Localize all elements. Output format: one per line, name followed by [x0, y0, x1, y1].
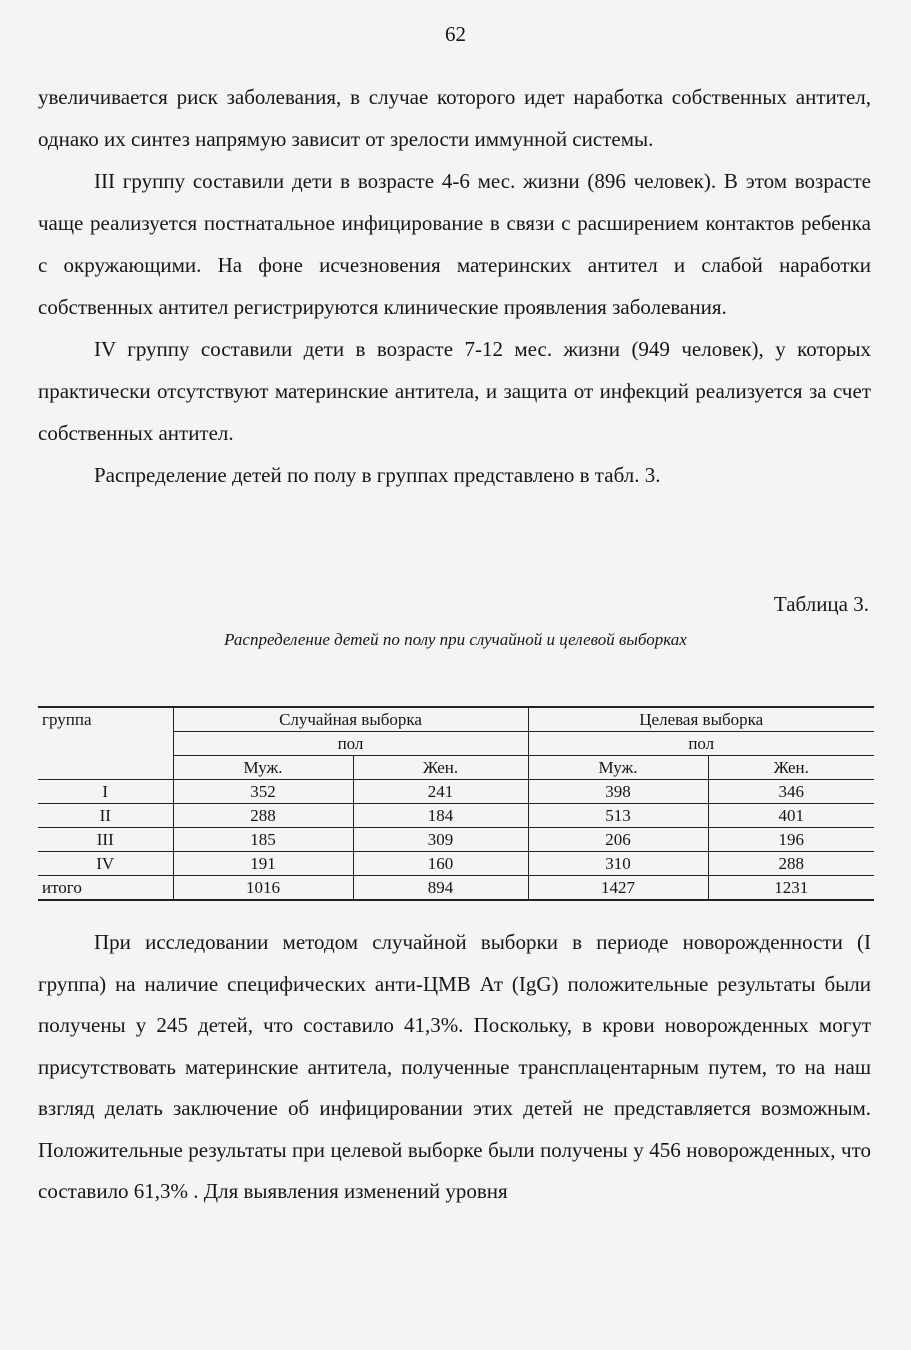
cell-group: IV	[38, 852, 173, 876]
cell-value: 346	[708, 780, 874, 804]
table-row	[38, 780, 874, 804]
cell-group: I	[38, 780, 173, 804]
cell-value: 310	[528, 852, 708, 876]
header-female: Жен.	[353, 756, 528, 780]
cell-value: 1231	[708, 876, 874, 901]
header-female: Жен.	[708, 756, 874, 780]
header-random-sample: Случайная выборка	[173, 707, 528, 732]
header-group: группа	[38, 707, 173, 780]
table-row	[38, 828, 874, 852]
cell-value: 352	[173, 780, 353, 804]
cell-value: 894	[353, 876, 528, 901]
header-male: Муж.	[173, 756, 353, 780]
text-block-top	[38, 76, 871, 496]
page-number: 62	[445, 22, 466, 46]
cell-group: III	[38, 828, 173, 852]
paragraph: Распределение детей по полу в группах представлено в табл. 3.	[94, 463, 661, 487]
cell-value: 288	[173, 804, 353, 828]
header-sex: пол	[528, 732, 874, 756]
table-caption: Распределение детей по полу при случайной и целевой выборках	[224, 630, 687, 649]
paragraph: III группу составили дети в возрасте 4-6 мес. жизни (896 человек). В этом возрасте чаще реализуется постнатальное инфицирование в связи с расширением контактов ребенка с окружающими. На фоне исчезновения материнских антител и слабой наработки собственных антител регистрируются клинические проявления заболевания.	[38, 169, 871, 319]
cell-value: 185	[173, 828, 353, 852]
header-sex: пол	[173, 732, 528, 756]
table-label: Таблица 3.	[773, 592, 869, 616]
cell-value: 1016	[173, 876, 353, 901]
table-header-row	[38, 707, 874, 732]
cell-value: 241	[353, 780, 528, 804]
paragraph: IV группу составили дети в возрасте 7-12 мес. жизни (949 человек), у которых практически отсутствуют материнские антитела, и защита от инфекций реализуется за счет собственных антител.	[38, 337, 871, 445]
table-row	[38, 852, 874, 876]
cell-total-label: итого	[38, 876, 173, 901]
header-male: Муж.	[528, 756, 708, 780]
paragraph: увеличивается риск заболевания, в случае которого идет наработка собственных антител, однако их синтез напрямую зависит от зрелости иммунной системы.	[38, 85, 871, 151]
cell-value: 288	[708, 852, 874, 876]
cell-value: 206	[528, 828, 708, 852]
cell-value: 191	[173, 852, 353, 876]
header-target-sample: Целевая выборка	[528, 707, 874, 732]
data-table	[38, 706, 874, 901]
cell-value: 184	[353, 804, 528, 828]
cell-value: 513	[528, 804, 708, 828]
table-total-row	[38, 876, 874, 901]
cell-value: 160	[353, 852, 528, 876]
cell-value: 398	[528, 780, 708, 804]
cell-value: 401	[708, 804, 874, 828]
cell-value: 196	[708, 828, 874, 852]
table-row	[38, 804, 874, 828]
paragraph: При исследовании методом случайной выборки в периоде новорожденности (I группа) на наличие специфических анти-ЦМВ Ат (IgG) положительные результаты были получены у 245 детей, что составило 41,3%. Поскольку, в крови новорожденных могут присутствовать материнские антитела, полученные трансплацентарным путем, то на наш взгляд делать заключение об инфицировании этих детей не представляется возможным. Положительные результаты при целевой выборке были получены у 456 новорожденных, что составило 61,3% . Для выявления изменений уровня	[38, 930, 871, 1203]
cell-value: 1427	[528, 876, 708, 901]
cell-value: 309	[353, 828, 528, 852]
cell-group: II	[38, 804, 173, 828]
text-block-bottom	[38, 922, 871, 1213]
